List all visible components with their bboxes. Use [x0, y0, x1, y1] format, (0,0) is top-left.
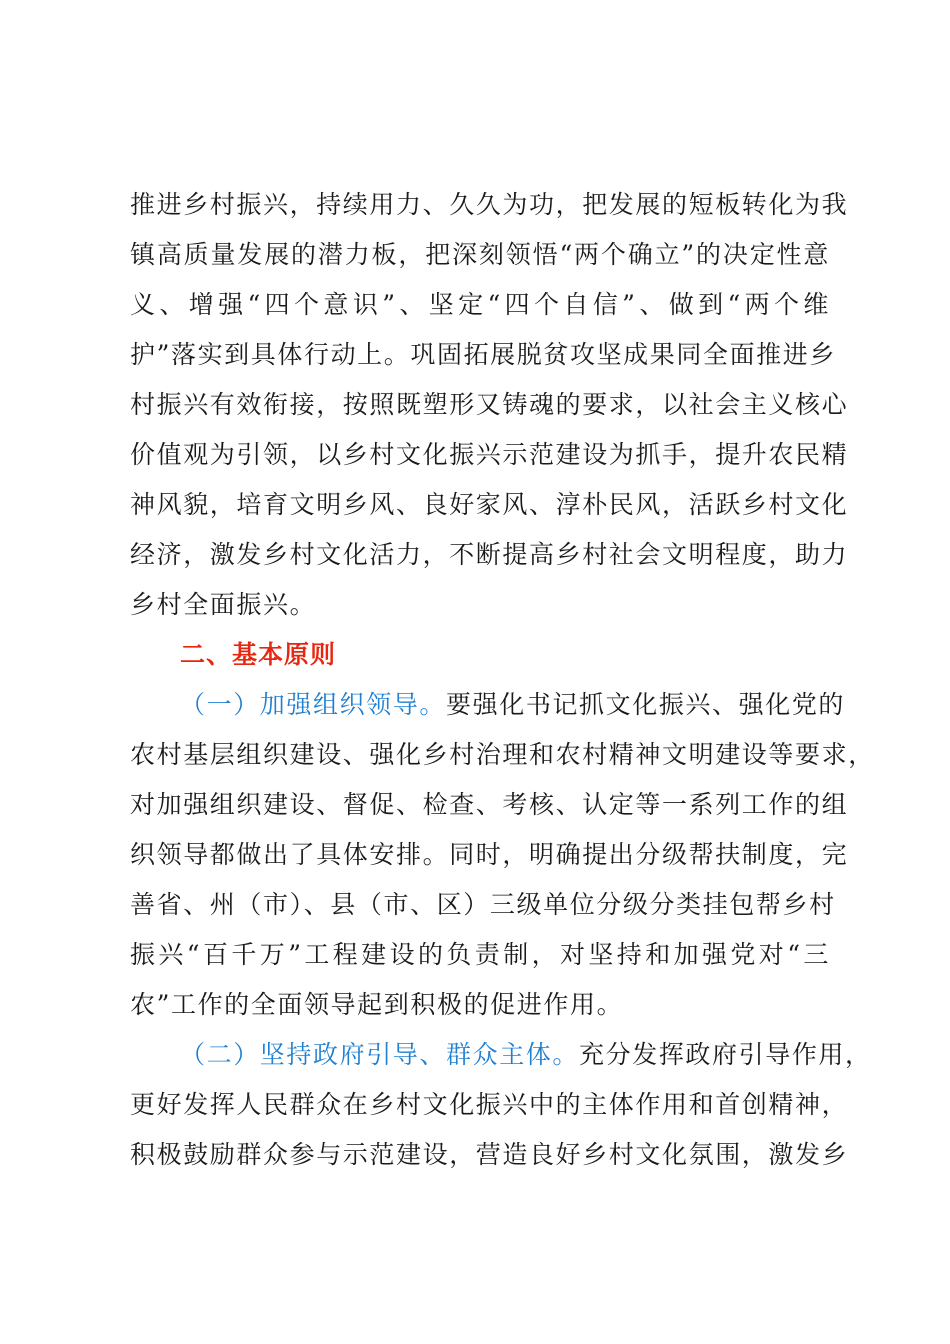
principle-text: 充分发挥政府引导作用，: [579, 1040, 872, 1069]
paragraph-line: 神风貌，培育文明乡风、良好家风、淳朴民风，活跃乡村文化: [130, 490, 849, 519]
paragraph-line: 更好发挥人民群众在乡村文化振兴中的主体作用和首创精神，: [130, 1090, 849, 1119]
principle-title: （二）坚持政府引导、群众主体。: [180, 1040, 580, 1069]
principle-title: （一）加强组织领导。: [180, 690, 447, 719]
paragraph-line: 织领导都做出了具体安排。同时，明确提出分级帮扶制度，完: [130, 840, 849, 869]
paragraph-line: 对加强组织建设、督促、检查、考核、认定等一系列工作的组: [130, 790, 849, 819]
principle-first-line: [180, 1030, 872, 1080]
paragraph-line: 农村基层组织建设、强化乡村治理和农村精神文明建设等要求，: [130, 740, 875, 769]
paragraph-line: 经济，激发乡村文化活力，不断提高乡村社会文明程度，助力: [130, 540, 849, 569]
paragraph-line: 善省、州（市）、县（市、区）三级单位分级分类挂包帮乡村: [130, 890, 836, 919]
section-heading: 二、基本原则: [180, 640, 337, 669]
paragraph-line: 镇高质量发展的潜力板，把深刻领悟“两个确立”的决定性意: [130, 240, 830, 269]
paragraph-line: 村振兴有效衔接，按照既塑形又铸魂的要求，以社会主义核心: [130, 390, 849, 419]
paragraph-line: 农”工作的全面领导起到积极的促进作用。: [130, 990, 624, 1019]
paragraph-line: 振兴“百千万”工程建设的负责制，对坚持和加强党对“三: [130, 940, 830, 969]
paragraph-line: 推进乡村振兴，持续用力、久久为功，把发展的短板转化为我: [130, 190, 849, 219]
paragraph-line: 义、增强“四个意识”、坚定“四个自信”、做到“两个维: [130, 290, 830, 319]
paragraph-line: 积极鼓励群众参与示范建设，营造良好乡村文化氛围，激发乡: [130, 1140, 849, 1169]
paragraph-line: 乡村全面振兴。: [130, 590, 317, 619]
paragraph-line: 护”落实到具体行动上。巩固拓展脱贫攻坚成果同全面推进乡: [130, 340, 836, 369]
principle-first-line: [180, 680, 846, 730]
principle-text: 要强化书记抓文化振兴、强化党的: [446, 690, 846, 719]
paragraph-line: 价值观为引领，以乡村文化振兴示范建设为抓手，提升农民精: [130, 440, 849, 469]
